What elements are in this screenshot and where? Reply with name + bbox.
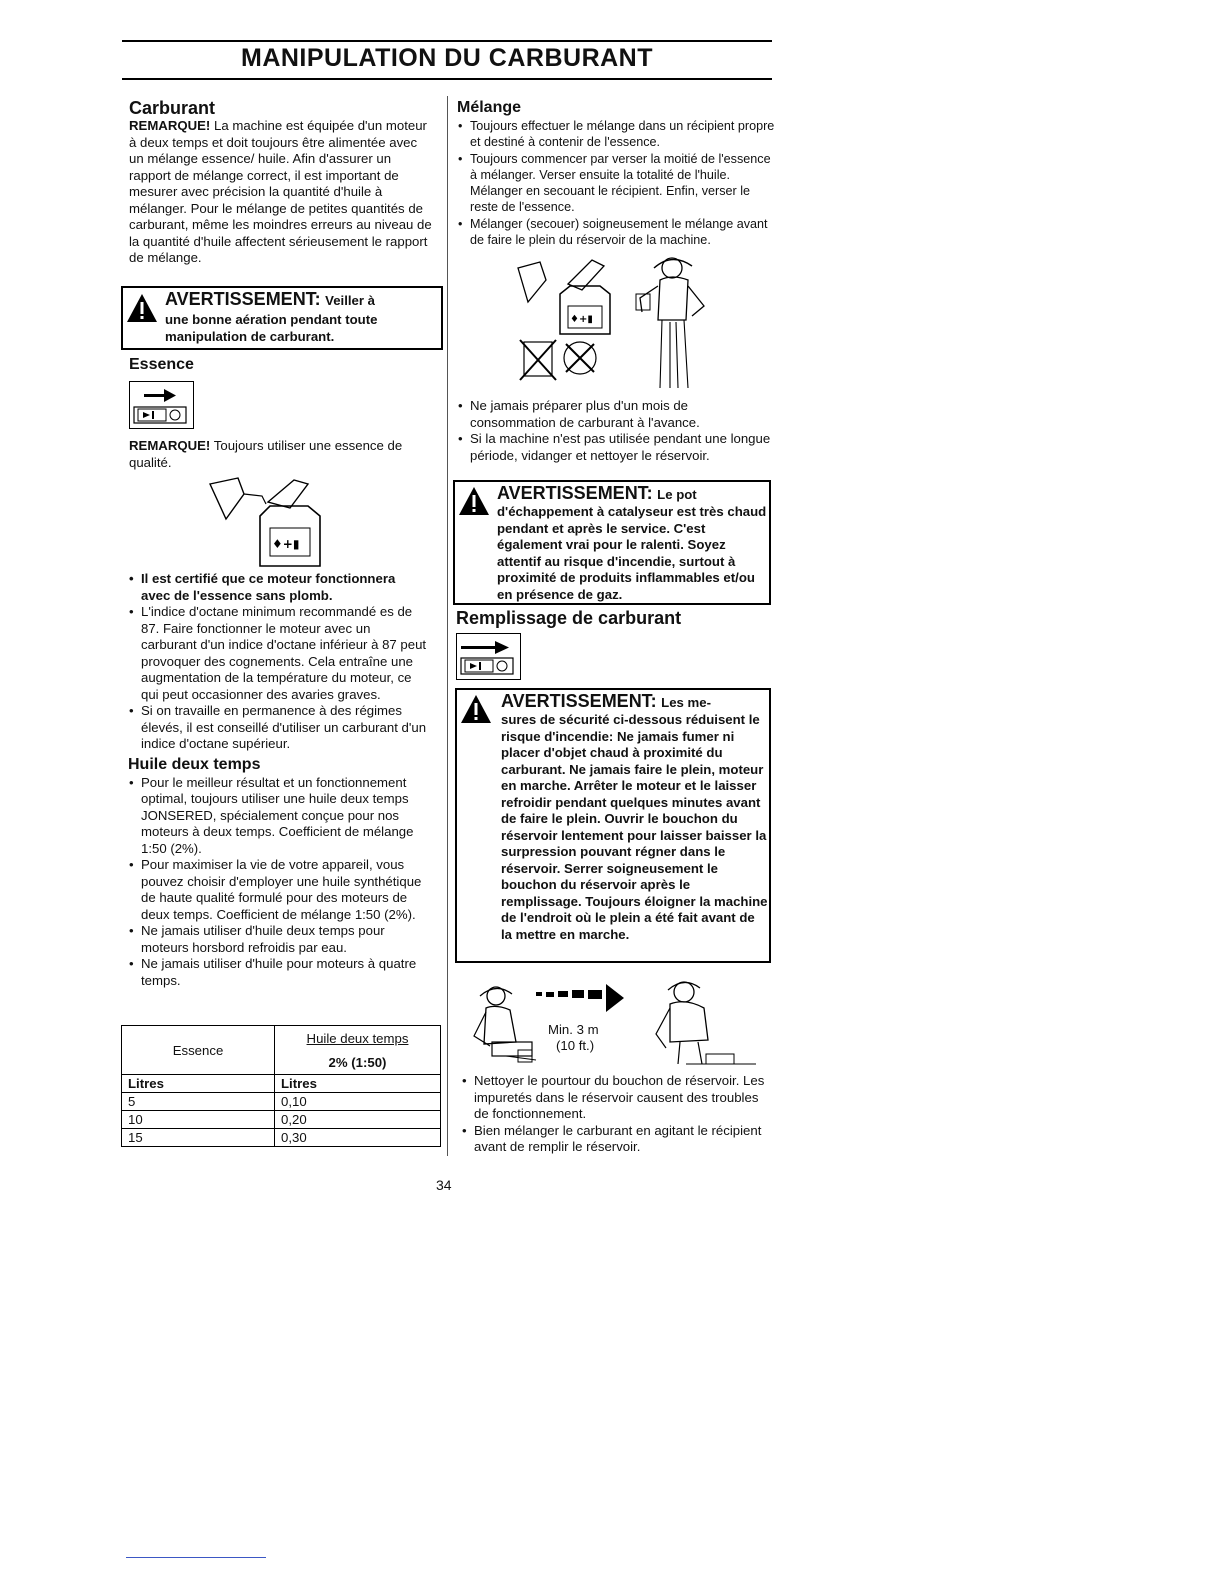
- table-cell: 0,10: [275, 1093, 441, 1111]
- essence-bullet-2: • L'indice d'octane minimum recommandé es de 87. Faire fonctionner le moteur avec un carburant d'un indice d'octane inférieur à 87 peut provoquer des cognements. Cela entraîne une augmentation de la température du moteur, ce qui peut occasionner des avaries graves.: [128, 604, 428, 703]
- fuel-can-illustration: [204, 474, 326, 568]
- table-cell: 10: [122, 1111, 275, 1129]
- carburant-heading: Carburant: [129, 98, 216, 118]
- melange-bullets-2: [457, 398, 775, 464]
- table-cell: 5: [122, 1093, 275, 1111]
- warning-triangle-icon: [458, 486, 490, 516]
- distance-label-imperial: (10 ft.): [556, 1038, 595, 1053]
- melange-heading: Mélange: [457, 99, 522, 116]
- table-row: [122, 1093, 441, 1111]
- remplissage-bullet-1: • Nettoyer le pourtour du bouchon de réservoir. Les impuretés dans le réservoir causent des troubles de fonctionnement.: [461, 1073, 771, 1123]
- melange-bullet-1: • Toujours effectuer le mélange dans un récipient propre et destiné à contenir de l'essence.: [457, 118, 775, 151]
- footer-rule: [126, 1557, 266, 1558]
- remplissage-heading: Remplissage de carburant: [456, 608, 682, 628]
- essence-remark-label: REMARQUE!: [129, 438, 211, 453]
- title-rule-bottom: [122, 78, 772, 80]
- melange-bullet-3: • Mélanger (secouer) soigneusement le mélange avant de faire le plein du réservoir de la machine.: [457, 216, 775, 249]
- fuel-arrow-icon: [130, 382, 192, 427]
- fuel-filling-pictogram: [129, 381, 194, 429]
- table-cell: 15: [122, 1129, 275, 1147]
- essence-bullet-1: • Il est certifié que ce moteur fonctionnera avec de l'essence sans plomb.: [128, 571, 428, 604]
- left-column: [129, 98, 434, 267]
- huile-bullet-3: • Ne jamais utiliser d'huile deux temps pour moteurs horsbord refroidis par eau.: [128, 923, 428, 956]
- warning3-body: [501, 691, 769, 712]
- warning-box-refuel: [455, 688, 771, 963]
- huile-bullet-1: • Pour le meilleur résultat et un fonctionnement optimal, toujours utiliser une huile deux temps JONSERED, spécialement conçue pour nos moteurs à deux temps. Coefficient de mélange 1:50 (2%).: [128, 775, 428, 858]
- essence-remark-text: Toujours utiliser une essence de qualité.: [129, 438, 403, 470]
- table-row: [122, 1129, 441, 1147]
- essence-bullet-3: • Si on travaille en permanence à des régimes élevés, il est conseillé d'utiliser un carburant d'un indice d'octane supérieur.: [128, 703, 428, 753]
- warning-triangle-icon: [126, 293, 158, 323]
- table-header-huile: Huile deux temps: [275, 1026, 441, 1051]
- warning2-body: [497, 483, 769, 504]
- refuel-pictogram: [456, 633, 521, 680]
- remark-label: REMARQUE!: [129, 118, 211, 133]
- melange-section: [457, 98, 775, 248]
- melange2-bullet-2: • Si la machine n'est pas utilisée pendant une longue période, vidanger et nettoyer le réservoir.: [457, 431, 775, 464]
- essence-heading: Essence: [129, 356, 194, 373]
- refuel-arrow-icon: [457, 634, 519, 678]
- warning-triangle-icon: [460, 694, 492, 724]
- page-number: 34: [436, 1177, 452, 1193]
- huile-heading: Huile deux temps: [128, 755, 261, 773]
- carburant-remark: [129, 118, 434, 267]
- warning1-text-head: Veiller à: [325, 293, 375, 308]
- table-row: [122, 1111, 441, 1129]
- table-header-ratio: 2% (1:50): [275, 1050, 441, 1075]
- warning2-text-head: Le pot: [657, 487, 697, 502]
- fuel-mix-table: [121, 1025, 441, 1147]
- essence-remark: [129, 438, 434, 471]
- huile-bullet-2: • Pour maximiser la vie de votre appareil, vous pouvez choisir d'employer une huile synthétique de haute qualité formulé pour des moteurs de deux temps. Coefficient de mélange 1:50 (2%).: [128, 857, 428, 923]
- svg-text:♦+▮: ♦+▮: [570, 314, 593, 325]
- remplissage-bullets: [461, 1073, 771, 1156]
- melange2-bullet-1: • Ne jamais préparer plus d'un mois de consommation de carburant à l'avance.: [457, 398, 775, 431]
- warning3-label: AVERTISSEMENT:: [501, 691, 657, 711]
- table-cell: 0,20: [275, 1111, 441, 1129]
- remark-text: La machine est équipée d'un moteur à deux temps et doit toujours être alimentée avec un mélange essence/ huile. Afin d'assurer un rapport de mélange correct, il est important de mesurer avec précision la quantité d'huile à mélanger. Pour le mélange de petites quantités de carburant, même les moindres erreurs au niveau de la quantité d'huile affectent sérieusement le rapport de mélange.: [129, 118, 432, 265]
- warning-box-catalyst: [453, 480, 771, 605]
- essence-bullets: [128, 571, 428, 989]
- huile-bullet-4: • Ne jamais utiliser d'huile pour moteurs à quatre temps.: [128, 956, 428, 989]
- essence-section: [129, 355, 434, 375]
- title-rule-top: [122, 40, 772, 42]
- warning2-text: d'échappement à catalyseur est très chaud pendant et après le service. C'est également vrai pour le ralenti. Soyez attentif au risque d'incendie, surtout à proximité de produits inflammables et/ou en présence de gaz.: [497, 504, 767, 602]
- warning3-text-head: Les me-: [661, 695, 711, 710]
- warning2-label: AVERTISSEMENT:: [497, 483, 653, 503]
- warning-box-ventilation: [121, 286, 443, 350]
- table-unit-huile: Litres: [275, 1075, 441, 1093]
- refuel-distance-illustration: [466, 978, 766, 1070]
- distance-label-metric: Min. 3 m: [548, 1022, 599, 1037]
- table-unit-essence: Litres: [122, 1075, 275, 1093]
- warning1-text: une bonne aération pendant toute manipulation de carburant.: [165, 312, 378, 344]
- table-header-essence: Essence: [122, 1026, 275, 1075]
- warning1-body: [165, 289, 441, 310]
- remplissage-section: [456, 608, 774, 628]
- warning1-label: AVERTISSEMENT:: [165, 289, 321, 309]
- page-title: MANIPULATION DU CARBURANT: [241, 44, 653, 72]
- mixing-illustration: [512, 254, 717, 394]
- remplissage-bullet-2: • Bien mélanger le carburant en agitant le récipient avant de remplir le réservoir.: [461, 1123, 771, 1156]
- table-cell: 0,30: [275, 1129, 441, 1147]
- column-divider: [447, 96, 448, 1156]
- melange-bullet-2: • Toujours commencer par verser la moitié de l'essence à mélanger. Verser ensuite la totalité de l'huile. Mélanger en secouant le récipient. Enfin, verser le reste de l'essence.: [457, 151, 775, 216]
- svg-text:♦+▮: ♦+▮: [272, 537, 300, 551]
- warning3-text: sures de sécurité ci-dessous réduisent le risque d'incendie: Ne jamais fumer ni placer d'objet chaud à proximité du carburant. Ne jamais faire le plein, moteur en marche. Arrêter le moteur et le laisser refroidir pendant quelques minutes avant de faire le plein. Ouvrir le bouchon du réservoir lentement pour laisser baisser la surpression pouvant régner dans le réservoir. Serrer soigneusement le bouchon du réservoir après le remplissage. Toujours éloigner la machine de l'endroit où le plein a été fait avant de la mettre en marche.: [501, 712, 768, 942]
